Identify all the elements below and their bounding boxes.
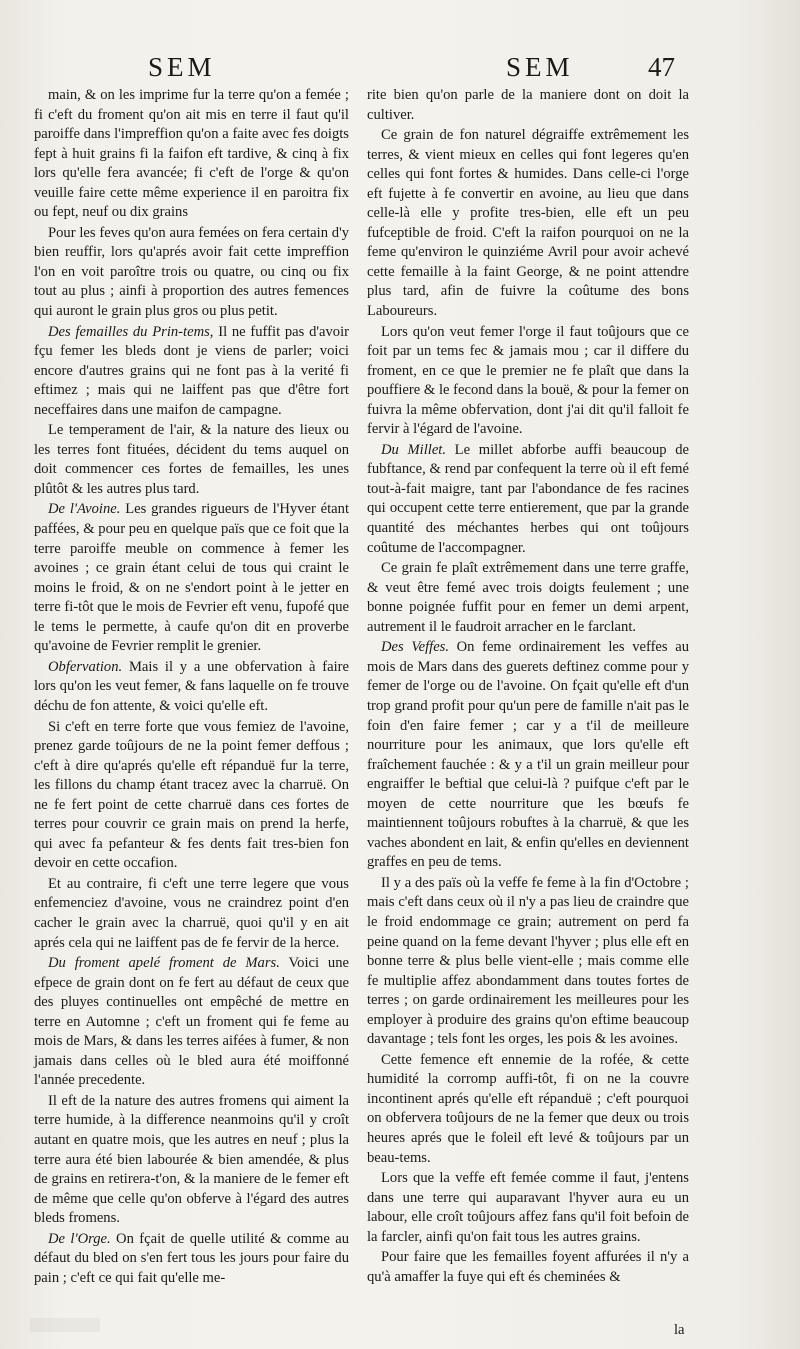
paragraph-text: Pour les feves qu'on aura femées on fera certain d'y bien reuffir, lors qu'aprés avoir fait cette impreffion l'on en voit paroître trois ou quatre, ou cinq ou fix tout au plus ; ainfi à proportion des autres femences qui auront le grain plus gros ou plus petit. bbox=[34, 224, 349, 320]
paragraph bbox=[34, 1230, 349, 1289]
paragraph bbox=[34, 323, 349, 421]
running-title-left: SEM bbox=[148, 52, 216, 82]
paragraph-text: Il ne fuffit pas d'avoir fçu femer les bleds dont je viens de parler; voici encore d'autres grains qui ne font pas à la verité fi eftimez ; mais qui ne laiffent pas que d'être fort neceffaires dans une maifon de campagne. bbox=[34, 323, 349, 418]
paragraph-text: Le millet abforbe auffi beaucoup de fubftance, & rend par confequent la terre où il eft femé tout-à-fait maigre, tant par l'abondance de fes racines qui occupent cette terre entierement, que par la grande quantité des méchantes herbes qui ont toûjours coûtume de l'accompagner. bbox=[367, 441, 689, 556]
paragraph bbox=[367, 323, 689, 440]
paragraph bbox=[34, 500, 349, 656]
paragraph-text: Les grandes rigueurs de l'Hyver étant paffées, & pour peu en quelque païs que ce foit que la terre paroiffe meuble on commence à femer les avoines ; ce grain étant celui de tous qui craint le moins le froid, & on ne s'endort point à le jetter en terre fi-tôt que le mois de Fevrier eft venu, fupofé que le tems le permette, à caufe qu'on dit en proverbe qu'avoine de Fevrier remplit le grenier. bbox=[34, 501, 350, 655]
paragraph-heading: Du froment apelé froment de Mars. bbox=[48, 955, 280, 972]
paragraph-text: main, & on les imprime fur la terre qu'on a femée ; fi c'eft du froment qu'on ait mis en terre il faut qu'il paroiffe dans l'impreffion qu'on a faite avec fes doigts fept à huit grains fi la faifon eft tardive, & cinq à fix lors qu'elle fera avancée; fi c'eft de l'orge & qu'on veuille faire cette même experience il en paroitra fix ou fept, neuf ou dix grains bbox=[34, 87, 349, 221]
paragraph-heading: Des Veffes. bbox=[381, 639, 450, 656]
paragraph-text: Lors qu'on veut femer l'orge il faut toûjours que ce foit par un tems fec & jamais mou ; car il differe du froment, en ce que le premier ne fe plaît que dans la pouffiere & le fecond dans la bouë, & pour la femer on fuivra la même obfervation, dont j'ai dit qu'il falloit fe fervir à l'égard de l'avoine. bbox=[367, 323, 689, 438]
paragraph-text: Voici une efpece de grain dont on fe fert au défaut de ceux que des pluyes continuelles ont empêché de mettre en terre en Automne ; c'eft un froment qui fe feme au mois de Mars, & dans les terres aifées à fumer, & non jamais dans celles où le bled aura été moiffonné l'année precedente. bbox=[34, 955, 349, 1089]
paragraph bbox=[34, 954, 349, 1091]
paragraph-heading: De l'Orge. bbox=[48, 1230, 111, 1247]
paragraph-heading: Obfervation. bbox=[48, 658, 123, 675]
paragraph-text: Il eft de la nature des autres fromens qui aiment la terre humide, à la difference neanmoins qu'il y croît autant en quatre mois, que les autres en neuf ; plus la terre aura été bien labourée & bien amendée, & plus de grains en retirera-t'on, & la maniere de le femer eft de même que celle qu'on obferve à l'égard des autres bleds fromens. bbox=[34, 1092, 349, 1227]
page-number: 47 bbox=[648, 52, 675, 82]
paragraph-text: On fçait de quelle utilité & comme au défaut du bled on s'en fert tous les jours pour faire du pain ; c'eft ce qui fait qu'elle me- bbox=[34, 1230, 349, 1286]
paragraph bbox=[34, 224, 349, 322]
paragraph-text: Lors que la veffe eft femée comme il faut, j'entens dans une terre qui auparavant l'hyver aura eu un labour, elle croît toûjours affez fans qu'il foit befoin de la farcler, ainfi qu'on fait tous les autres grains. bbox=[367, 1170, 689, 1245]
paragraph-text: Ce grain fe plaît extrêmement dans une terre graffe, & veut être femé avec trois doigts feulement ; une bonne poignée fuffit pour en femer un demi arpent, autrement il le faudroit arracher en le farclant. bbox=[367, 560, 689, 635]
right-column bbox=[367, 86, 689, 1287]
paragraph-text: Et au contraire, fi c'eft une terre legere que vous enfemenciez d'avoine, vous ne craindrez point d'en cacher le grain avec la charruë, quoi qu'il y en ait aprés cela qui ne laiffent pas de fe fervir de la herce. bbox=[34, 875, 349, 951]
paragraph bbox=[34, 658, 349, 717]
paragraph bbox=[367, 441, 689, 558]
paragraph bbox=[367, 638, 689, 873]
paragraph bbox=[367, 1248, 689, 1287]
paragraph-text: Ce grain de fon naturel dégraiffe extrêmement les terres, & vient mieux en celles qui font legeres qu'en celles qui font fortes & humides. Dans celle-ci l'orge eft fujette à fe convertir en avoine, au lieu que dans celle-là elle y profite tres-bien, elle eft un peu fufceptible de froid. C'eft la raifon pourquoi on ne la feme qu'environ le quinziéme Avril pour avoir achevé cette femaille à la faint George, & ne point attendre plus tard, afin de fuivre la coûtume des bons Laboureurs. bbox=[367, 127, 689, 320]
left-column bbox=[34, 86, 349, 1288]
paragraph-text: Le temperament de l'air, & la nature des lieux ou les terres font fituées, décident du tems auquel on doit commencer ces fortes de femailles, les unes plûtôt & les autres plus tard. bbox=[34, 422, 349, 497]
paragraph bbox=[367, 559, 689, 637]
ink-smudge bbox=[30, 1318, 100, 1332]
paragraph bbox=[367, 86, 689, 125]
paragraph bbox=[367, 874, 689, 1050]
paragraph bbox=[367, 1169, 689, 1247]
paragraph-heading: Du Millet. bbox=[381, 441, 447, 458]
paragraph-text: Pour faire que les femailles foyent affurées il n'y a qu'à amaffer la fuye qui eft és cheminées & bbox=[367, 1249, 689, 1285]
paragraph bbox=[34, 86, 349, 223]
paragraph-heading: De l'Avoine. bbox=[48, 501, 121, 518]
paragraph-text: On feme ordinairement les veffes au mois de Mars dans des guerets deftinez comme pour y femer de l'orge ou de l'avoine. On fçait qu'elle eft d'un trop grand profit pour qu'un pere de famille n'ait pas le foin d'en faire femer ; car y a t'il de meilleure nourriture pour les animaux, que lors qu'elle eft fraîchement fauchée : & y a t'il un grain meilleur pour engraiffer le beftial que celui-là ? puifque c'eft par le moyen de cette nourriture que les bœufs fe maintiennent toûjours robuftes à la charruë, & que les vaches abondent en lait, & enfin qu'elles en deviennent graffes en peu de tems. bbox=[367, 639, 689, 871]
paragraph-text: rite bien qu'on parle de la maniere dont on doit la cultiver. bbox=[367, 87, 689, 123]
paragraph-text: Mais il y a une obfervation à faire lors qu'on les veut femer, & fans laquelle on fe trouve déchu de fon attente, & voici qu'elle eft. bbox=[34, 658, 349, 714]
paragraph bbox=[34, 421, 349, 499]
paragraph-text: Il y a des païs où la veffe fe feme à la fin d'Octobre ; mais c'eft dans ceux où il n'y a pas lieu de craindre que le froid endommage ce grain; autrement on perd fa peine quand on la feme devant l'hyver ; plus elle eft en bonne terre & plus belle vient-elle ; mais comme elle fe multiplie affez abondamment dans toutes fortes de terres ; on garde ordinairement les meilleures pour les employer à produire des grains qu'on eftime beaucoup davantage ; tels font les orges, les pois & les avoines. bbox=[367, 874, 689, 1048]
running-title-right: SEM bbox=[506, 52, 574, 82]
paragraph bbox=[34, 1092, 349, 1229]
paragraph-heading: Des femailles du Prin-tems, bbox=[48, 323, 214, 340]
paragraph bbox=[34, 875, 349, 953]
paragraph bbox=[367, 1051, 689, 1168]
paragraph-text: Si c'eft en terre forte que vous femiez de l'avoine, prenez garde toûjours de ne la point femer deffous ; c'eft à dire qu'aprés qu'elle eft répanduë fur la terre, les fillons du champ étant tracez avec la charruë. On ne fe fert point de cette charruë dans ces fortes de terres pour couvrir ce grain mais on prend la herfe, qui avec fa pefanteur & fes dents fait tres-bien fon devoir en cette occafion. bbox=[34, 718, 349, 872]
paragraph bbox=[34, 718, 349, 874]
paragraph bbox=[367, 126, 689, 321]
paragraph-text: Cette femence eft ennemie de la rofée, & cette humidité la corromp auffi-tôt, fi on ne la couvre incontinent aprés qu'elle eft répanduë ; c'eft pourquoi on obfervera toûjours de ne la femer que deux ou trois heures aprés que le foleil eft levé & toûjours par un beau-tems. bbox=[367, 1051, 689, 1166]
catchword: la bbox=[674, 1322, 685, 1338]
